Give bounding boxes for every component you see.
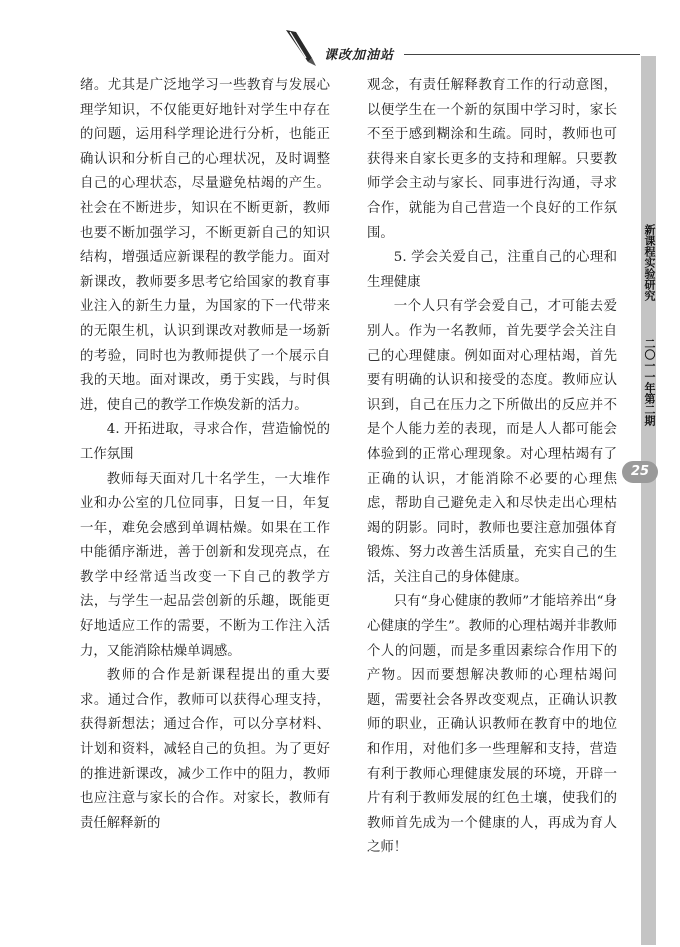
section-heading: 4. 开拓进取，寻求合作，营造愉悦的工作氛围 [80, 422, 330, 462]
journal-name: 新课程实验研究 [643, 224, 656, 301]
pen-nib-icon [282, 28, 318, 68]
issue-label: 二〇一一年第二期 [643, 338, 656, 426]
body-paragraph: 教师的合作是新课程提出的重大要求。通过合作，教师可以获得心理支持，获得新想法；通过合作，可以分享材料、计划和资料，减轻自己的负担。为了更好的推进新课改，减少工作中的阻力，教师也应注意与家长的合作。对家长，教师有责任解释新的 [80, 668, 330, 831]
page-number: 25 [622, 461, 658, 483]
page-header [0, 0, 680, 70]
section-title: 课改加油站 [324, 48, 395, 63]
side-strip [641, 56, 656, 945]
body-paragraph: 观念，有责任解释教育工作的行动意图，以便学生在一个新的氛围中学习时，家长不至于感到糊涂和生疏。同时，教师也可获得来自家长更多的支持和理解。只要教师学会主动与家长、同事进行沟通，寻求合作，就能为自己营造一个良好的工作氛围。 [367, 78, 617, 241]
header-divider [404, 54, 640, 55]
body-paragraph: 绪。尤其是广泛地学习一些教育与发展心理学知识，不仅能更好地针对学生中存在的问题，运用科学理论进行分析，也能正确认识和分析自己的心理状况，及时调整自己的心理状态，尽量避免枯竭的产生。社会在不断进步，知识在不断更新，教师也要不断加强学习，不断更新自己的知识结构，增强适应新课程的教学能力。面对新课改，教师要多思考它给国家的教育事业注入的新生力量，为国家的下一代带来的无限生机，认识到课改对教师是一场新的考验，同时也为教师提供了一个展示自我的天地。面对课改，勇于实践，与时俱进，使自己的教学工作焕发新的活力。 [80, 78, 330, 413]
left-column [80, 74, 330, 836]
body-paragraph: 一个人只有学会爱自己，才可能去爱别人。作为一名教师，首先要学会关注自己的心理健康。例如面对心理枯竭，首先要有明确的认识和接受的态度。教师应认识到，自己在压力之下所做出的反应并不是个人能力差的表现，而是人人都可能会体验到的正常心理现象。对心理枯竭有了正确的认识，才能消除不必要的心理焦虑，帮助自己避免走入和尽快走出心理枯竭的阴影。同时，教师也要注意加强体育锻炼、努力改善生活质量，充实自己的生活，关注自己的身体健康。 [367, 299, 617, 585]
section-heading: 5. 学会关爱自己，注重自己的心理和生理健康 [367, 250, 617, 290]
body-paragraph: 只有“身心健康的教师”才能培养出“身心健康的学生”。教师的心理枯竭并非教师个人的问题，而是多重因素综合作用下的产物。因而要想解决教师的心理枯竭问题，需要社会各界改变观点，正确认识教师的职业，正确认识教师在教育中的地位和作用，对他们多一些理解和支持，营造有利于教师心理健康发展的环境，开辟一片有利于教师发展的红色土壤，使我们的教师首先成为一个健康的人，再成为育人之师！ [367, 594, 617, 856]
body-paragraph: 教师每天面对几十名学生，一大堆作业和办公室的几位同事，日复一日，年复一年，难免会感到单调枯燥。如果在工作中能循序渐进，善于创新和发现亮点，在教学中经常适当改变一下自己的教学方法，与学生一起品尝创新的乐趣，既能更好地适应工作的需要，不断为工作注入活力，又能消除枯燥单调感。 [80, 471, 330, 659]
right-column [367, 74, 617, 861]
